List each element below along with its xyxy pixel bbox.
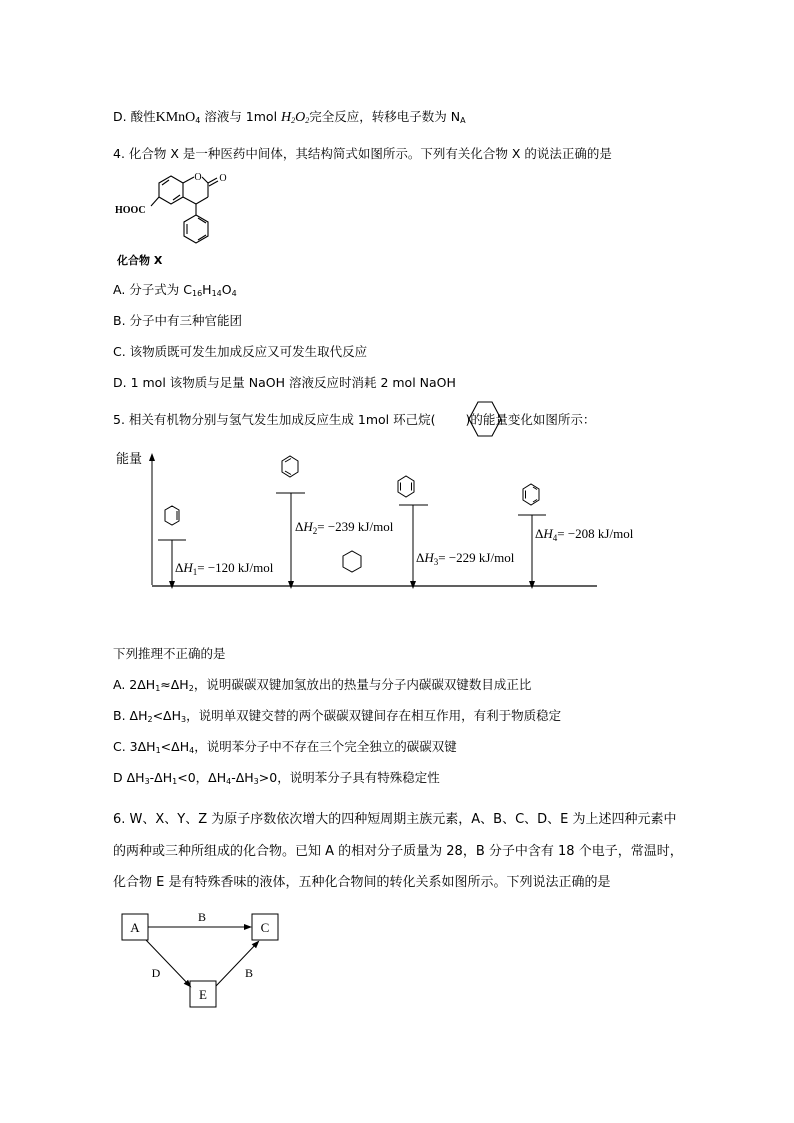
carbonyl-oxygen: O (219, 173, 227, 184)
ring-oxygen: O (194, 172, 202, 183)
label-a: A (130, 920, 140, 935)
q5-option-d: D $\Delta H_3-\Delta H_1<0$，$\Delta H_4-\Delta H_3>0$，说明苯分子具有特殊稳定性 (113, 770, 440, 786)
label-b-top: B (197, 910, 207, 924)
q5-option-c: C. $3\Delta H_1<\Delta H_4$，说明苯分子中不存在三个完全独立的碳碳双键 (113, 739, 457, 755)
label-e: E (199, 987, 207, 1002)
q5-option-b: B. $\Delta H_2<\Delta H_3$，说明单双键交替的两个碳碳双键间存在相互作用，有利于物质稳定 (113, 708, 562, 724)
q4-stem: 4. 化合物 X 是一种医药中间体，其结构简式如图所示。下列有关化合物 X 的说法正确的是 (113, 146, 612, 161)
q4-option-a: A. 分子式为 $C_{16}H_{14}O_4$ (113, 282, 237, 298)
q4-option-d: D. 1 mol 该物质与足量 NaOH 溶液反应时消耗 2 mol NaOH (113, 375, 456, 390)
label-d: D (151, 966, 161, 980)
label-b-right: B (244, 966, 254, 980)
cyclohexane-inline-icon (467, 400, 503, 438)
compound-x-structure (113, 168, 238, 270)
structure-caption: 化合物 X (117, 254, 163, 267)
cooh-label: HOOC (115, 205, 146, 216)
conversion-diagram (118, 905, 293, 1015)
dh4-label: $\Delta H_4= -208$ kJ/mol (535, 526, 634, 543)
q5-stem: 5. 相关有机物分别与氢气发生加成反应生成 1mol 环己烷( )的能量变化如图所示： (113, 412, 596, 427)
energy-axis-label: 能量 (116, 452, 143, 467)
q4-option-b: B. 分子中有三种官能团 (113, 313, 243, 328)
cyclohexane-product (343, 551, 361, 572)
q5-question: 下列推理不正确的是 (113, 646, 226, 661)
q3-option-d: D. 酸性KMnO$_4$ 溶液与 1mol $H_2O_2$完全反应，转移电子数为 $N_A$ (113, 109, 466, 125)
dh1-label: $\Delta H_1= -120$ kJ/mol (175, 560, 274, 577)
q4-option-c: C. 该物质既可发生加成反应又可发生取代反应 (113, 344, 368, 359)
dh3-label: $\Delta H_3= -229$ kJ/mol (416, 550, 515, 567)
q6-stem-line-1: 6. W、X、Y、Z 为原子序数依次增大的四种短周期主族元素，A、B、C、D、E 为上述四种元素中 (113, 812, 677, 827)
label-c: C (260, 920, 270, 935)
q6-stem-line-2: 的两种或三种所组成的化合物。已知 A 的相对分子质量为 28，B 分子中含有 18 个电子，常温时， (113, 844, 683, 859)
q5-option-a: A. $2\Delta H_1\approx\Delta H_2$，说明碳碳双键加氢放出的热量与分子内碳碳双键数目成正比 (113, 677, 532, 693)
energy-diagram (110, 445, 634, 595)
q6-stem-line-3: 化合物 E 是有特殊香味的液体，五种化合物间的转化关系如图所示。下列说法正确的是 (113, 875, 611, 890)
dh2-label: $\Delta H_2= -239$ kJ/mol (295, 519, 394, 536)
